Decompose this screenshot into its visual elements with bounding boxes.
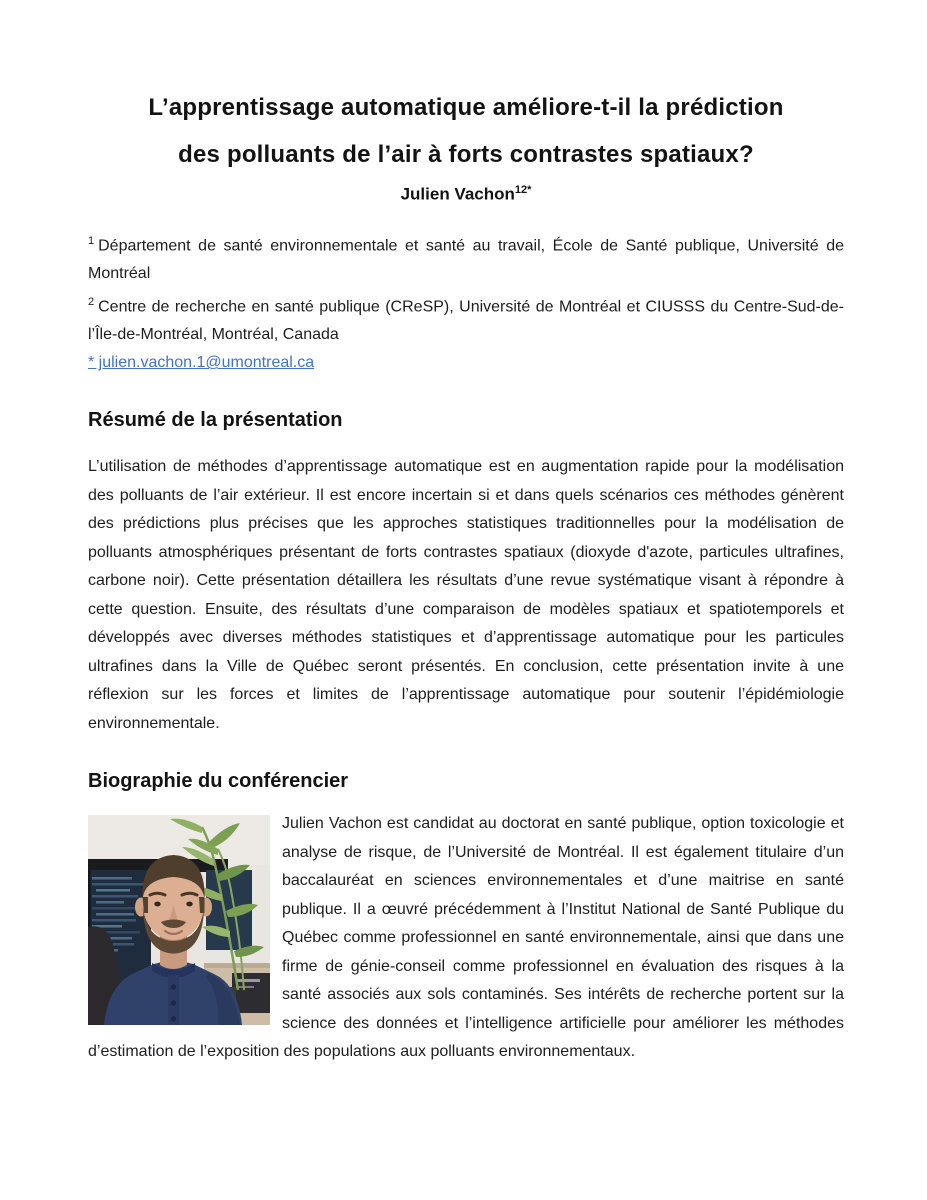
affiliation-1	[88, 227, 844, 288]
email-link[interactable]: * julien.vachon.1@umontreal.ca	[88, 354, 315, 372]
affiliation-2-marker: 2	[88, 295, 95, 308]
email-line	[88, 349, 844, 377]
author-affiliation-markers: 12*	[514, 184, 532, 196]
author-name: Julien Vachon	[400, 184, 515, 204]
affiliations-block	[88, 227, 844, 378]
title-line-2: des polluants de l’air à forts contrastes spatiaux?	[178, 141, 754, 168]
document-content	[88, 84, 844, 1067]
bio-paragraph: Julien Vachon est candidat au doctorat en santé publique, option toxicologie et analyse de risque, de l’Université de Montréal. Il est également titulaire d’un baccalauréat en sciences environnementales et d’une maitrise en santé publique. Il a œuvré précédemment à l’Institut National de Santé Publique du Québec comme professionnel en santé environnementale, ainsi que dans une firme de génie-conseil comme professionnel en évaluation des risques à la santé associés aux sols contaminés. Ses intérêts de recherche portent sur la science des données et l’intelligence artificielle pour améliorer les méthodes d’estimation de l’exposition des populations aux polluants environnementaux.	[88, 815, 844, 1061]
author-line	[88, 184, 844, 205]
affiliation-1-marker: 1	[88, 234, 95, 247]
affiliation-2	[88, 288, 844, 349]
bio-block	[88, 810, 844, 1067]
abstract-paragraph: L’utilisation de méthodes d’apprentissage automatique est en augmentation rapide pour la modélisation des polluants de l’air extérieur. Il est encore incertain si et dans quels scénarios ces méthodes génèrent des prédictions plus précises que les approches statistiques traditionnelles pour la modélisation de polluants atmosphériques présentant de forts contrastes spatiaux (dioxyde d'azote, particules ultrafines, carbone noir). Cette présentation détaillera les résultats d’une revue systématique visant à répondre à cette question. Ensuite, des résultats d’une comparaison de modèles spatiaux et spatiotemporels et développés avec diverses méthodes statistiques et d’apprentissage automatique pour les particules ultrafines dans la Ville de Québec seront présentés. En conclusion, cette présentation invite à une réflexion sur les forces et limites de l’apprentissage automatique pour soutenir l’épidémiologie environnementale.	[88, 458, 844, 732]
document-title	[88, 84, 844, 178]
speaker-photo-illustration	[88, 815, 270, 1025]
title-line-1: L’apprentissage automatique améliore-t-il la prédiction	[148, 94, 784, 121]
section-heading-resume: Résumé de la présentation	[88, 409, 343, 432]
affiliation-1-text: Département de santé environnementale et santé au travail, École de Santé publique, Université de Montréal	[88, 236, 844, 282]
speaker-photo	[88, 815, 270, 1025]
section-heading-bio: Biographie du conférencier	[88, 770, 349, 793]
affiliation-2-text: Centre de recherche en santé publique (CReSP), Université de Montréal et CIUSSS du Centre-Sud-de-l’Île-de-Montréal, Montréal, Canada	[88, 298, 844, 344]
